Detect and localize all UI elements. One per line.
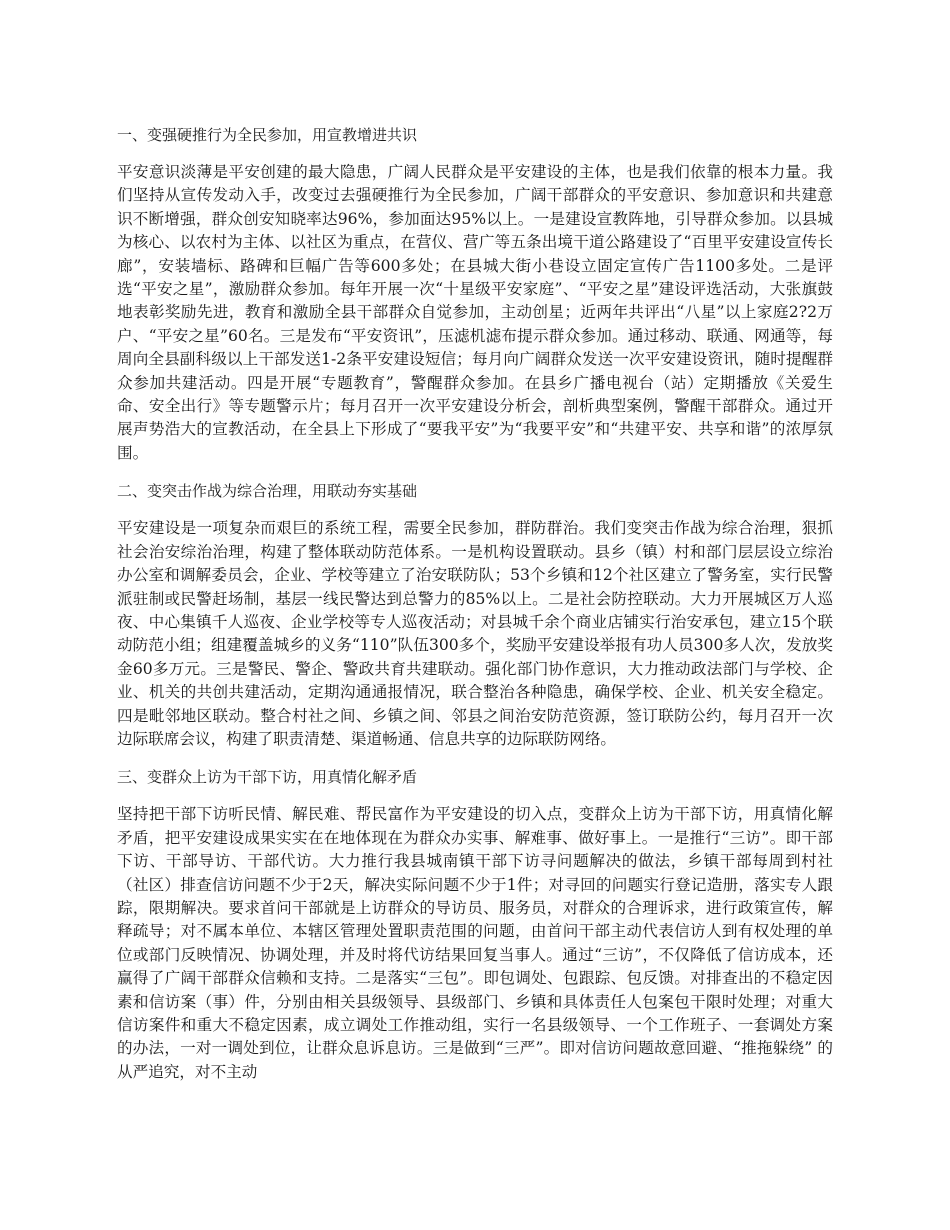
section-3-paragraph: 坚持把干部下访听民情、解民难、帮民富作为平安建设的切入点，变群众上访为干部下访，用真情化解矛盾，把平安建设成果实实在在地体现在为群众办实事、解难事、做好事上。一是推行“三访”。即干部下访、干部导访、干部代访。大力推行我县城南镇干部下访寻问题解决的做法，乡镇干部每周到村社（社区）排查信访问题不少于2天，解决实际问题不少于1件；对寻回的问题实行登记造册，落实专人跟踪，限期解决。要求首问干部就是上访群众的导访员、服务员，对群众的合理诉求，进行政策宣传，解释疏导；对不属本单位、本辖区管理处置职责范围的问题，由首问干部主动代表信访人到有权处理的单位或部门反映情况、协调处理，并及时将代访结果回复当事人。通过“三访”，不仅降低了信访成本，还赢得了广阔干部群众信赖和支持。二是落实“三包”。即包调处、包跟踪、包反馈。对排查出的不稳定因素和信访案（事）件，分别由相关县级领导、县级部门、乡镇和具体责任人包案包干限时处理；对重大信访案件和重大不稳定因素，成立调处工作推动组，实行一名县级领导、一个工作班子、一套调处方案的办法，一对一调处到位，让群众息诉息访。三是做到“三严”。即对信访问题故意回避、“推拖躲绕” 的从严追究，对不主动 xyxy=(117,805,833,1081)
section-2-heading: 二、变突击作战为综合治理，用联动夯实基础 xyxy=(117,482,418,501)
section-2-paragraph: 平安建设是一项复杂而艰巨的系统工程，需要全民参加，群防群治。我们变突击作战为综合治理，狠抓社会治安综治治理，构建了整体联动防范体系。一是机构设置联动。县乡（镇）村和部门层层设立综治办公室和调解委员会，企业、学校等建立了治安联防队；53个乡镇和12个社区建立了警务室，实行民警派驻制或民警赶场制，基层一线民警达到总警力的85%以上。二是社会防控联动。大力开展城区万人巡夜、中心集镇千人巡夜、企业学校等专人巡夜活动；对县城千余个商业店铺实行治安承包，建立15个联动防范小组；组建覆盖城乡的义务“110”队伍300多个，奖励平安建设举报有功人员300多人次，发放奖金60多万元。三是警民、警企、警政共育共建联动。强化部门协作意识，大力推动政法部门与学校、企业、机关的共创共建活动，定期沟通通报情况，联合整治各种隐患，确保学校、企业、机关安全稳定。四是毗邻地区联动。整合村社之间、乡镇之间、邻县之间治安防范资源，签订联防公约，每月召开一次边际联席会议，构建了职责清楚、渠道畅通、信息共享的边际联防网络。 xyxy=(117,519,833,748)
document-page xyxy=(117,122,833,1097)
section-1-paragraph: 平安意识淡薄是平安创建的最大隐患，广阔人民群众是平安建设的主体，也是我们依靠的根本力量。我们坚持从宣传发动入手，改变过去强硬推行为全民参加，广阔干部群众的平安意识、参加意识和共建意识不断增强，群众创安知晓率达96%，参加面达95%以上。一是建设宣教阵地，引导群众参加。以县城为核心、以农村为主体、以社区为重点，在营仪、营广等五条出境干道公路建设了“百里平安建设宣传长廊”，安装墙标、路碑和巨幅广告等600多处；在县城大街小巷设立固定宣传广告1100多处。二是评选“平安之星”，激励群众参加。每年开展一次“十星级平安家庭”、“平安之星”建设评选活动，大张旗鼓地表彰奖励先进，教育和激励全县干部群众自觉参加，主动创星；近两年共评出“八星”以上家庭2?2万户、“平安之星”60名。三是发布“平安资讯”，压滤机滤布提示群众参加。通过移动、联通、网通等，每周向全县副科级以上干部发送1-2条平安建设短信；每月向广阔群众发送一次平安建设资讯，随时提醒群众参加共建活动。四是开展“专题教育”，警醒群众参加。在县乡广播电视台（站）定期播放《关爱生命、安全出行》等专题警示片；每月召开一次平安建设分析会，剖析典型案例，警醒干部群众。通过开展声势浩大的宣教活动，在全县上下形成了“要我平安”为“我要平安”和“共建平安、共享和谐”的浓厚氛围。 xyxy=(117,163,833,462)
section-1-heading: 一、变强硬推行为全民参加，用宣教增进共识 xyxy=(117,126,418,144)
section-3-heading: 三、变群众上访为干部下访，用真情化解矛盾 xyxy=(117,768,418,787)
